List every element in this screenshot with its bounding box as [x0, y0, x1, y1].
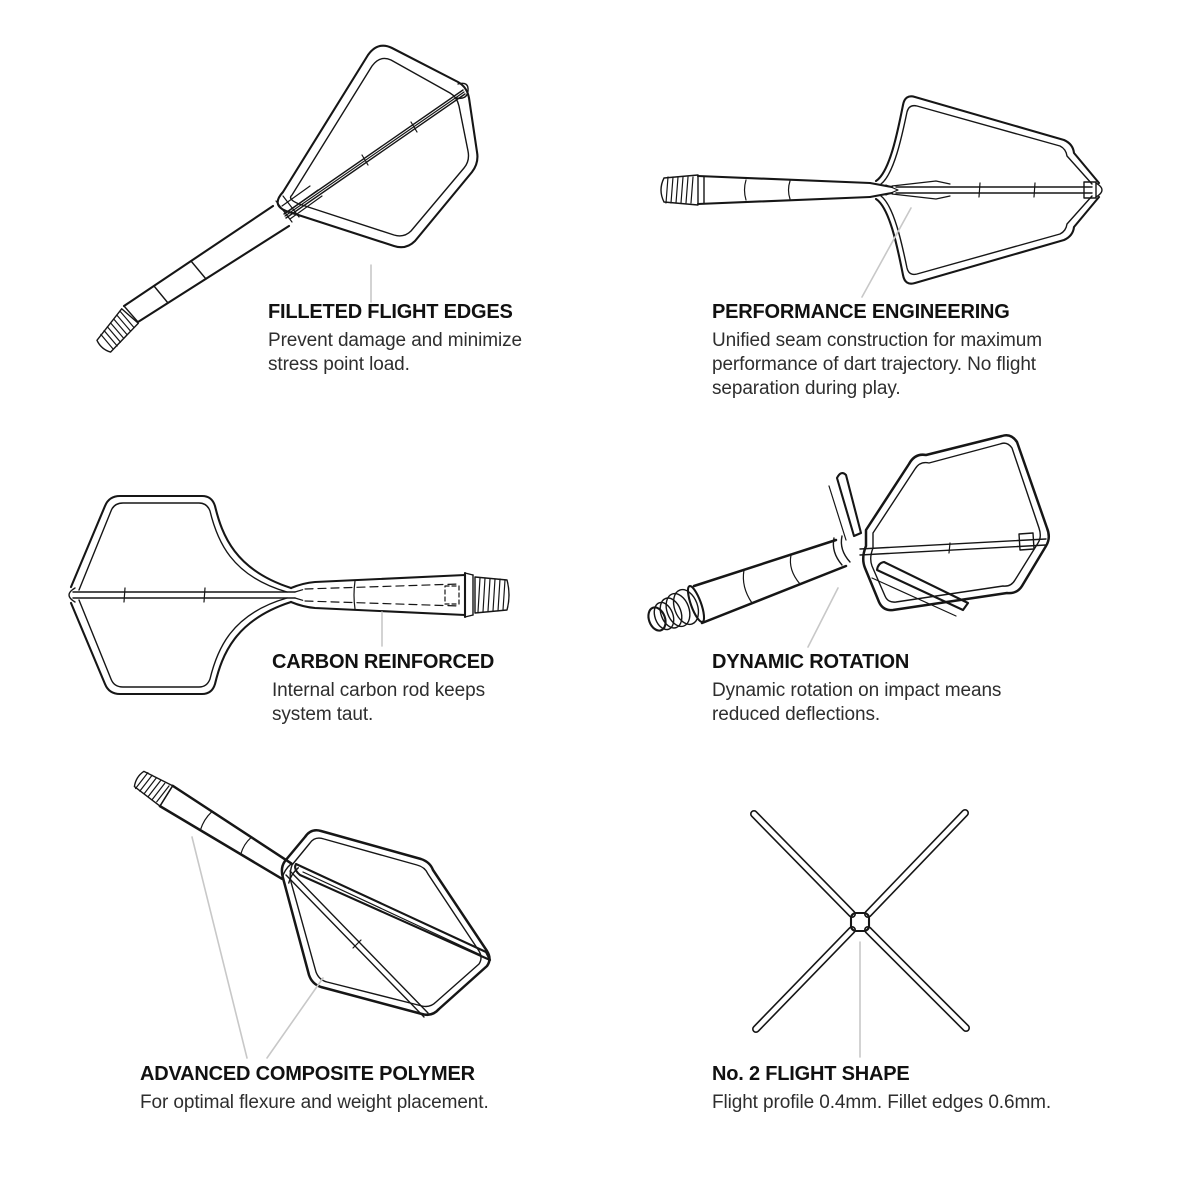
flight-outline: [71, 496, 291, 694]
leader-line: [808, 588, 838, 647]
flight-spine: [69, 588, 295, 602]
leader-line: [192, 837, 247, 1058]
caption-no-2-flight-shape: [712, 1062, 1172, 1115]
performance-engineering-illustration: [640, 60, 1140, 320]
leader-line: [267, 978, 323, 1058]
shaft: [698, 176, 950, 204]
feature-title: DYNAMIC ROTATION: [712, 651, 910, 673]
flight-outline: [876, 96, 1099, 283]
feature-description: For optimal flexure and weight placement.: [140, 1092, 489, 1113]
thread-screw: [475, 577, 509, 613]
flight-outline: [282, 830, 490, 1015]
feature-title: PERFORMANCE ENGINEERING: [712, 301, 1010, 323]
shaft: [131, 768, 300, 886]
shaft: [124, 206, 289, 322]
flight-outline: [278, 46, 478, 248]
feature-description: Internal carbon rod keeps system taut.: [272, 680, 485, 725]
caption-performance-engineering: [712, 300, 1132, 401]
feature-description: Unified seam construction for maximum performance of dart trajectory. No flight separation during play.: [712, 330, 1042, 399]
thread-screw: [661, 175, 698, 205]
feature-title: CARBON REINFORCED: [272, 651, 495, 673]
advanced-composite-polymer-illustration: [95, 740, 535, 1070]
flight-spine: [276, 83, 468, 222]
feature-description: Prevent damage and minimize stress point load.: [268, 330, 522, 375]
caption-filleted-flight-edges: [268, 300, 578, 377]
feature-title: ADVANCED COMPOSITE POLYMER: [140, 1063, 475, 1085]
feature-title: No. 2 FLIGHT SHAPE: [712, 1063, 910, 1085]
flight-spine: [860, 533, 1046, 555]
shaft: [291, 573, 473, 617]
flight-spine: [896, 182, 1102, 198]
dynamic-rotation-illustration: [630, 400, 1090, 680]
carbon-rod-dashed: [295, 584, 459, 606]
feature-description: Dynamic rotation on impact means reduced deflections.: [712, 680, 1002, 725]
caption-advanced-composite-polymer: [140, 1062, 700, 1115]
thread-screw: [645, 584, 707, 633]
feature-title: FILLETED FLIGHT EDGES: [268, 301, 513, 323]
caption-carbon-reinforced: [272, 650, 572, 727]
flight-outline: [863, 435, 1049, 610]
no-2-flight-shape-illustration: [720, 780, 1000, 1070]
feature-description: Flight profile 0.4mm. Fillet edges 0.6mm.: [712, 1092, 1052, 1113]
caption-dynamic-rotation: [712, 650, 1102, 727]
